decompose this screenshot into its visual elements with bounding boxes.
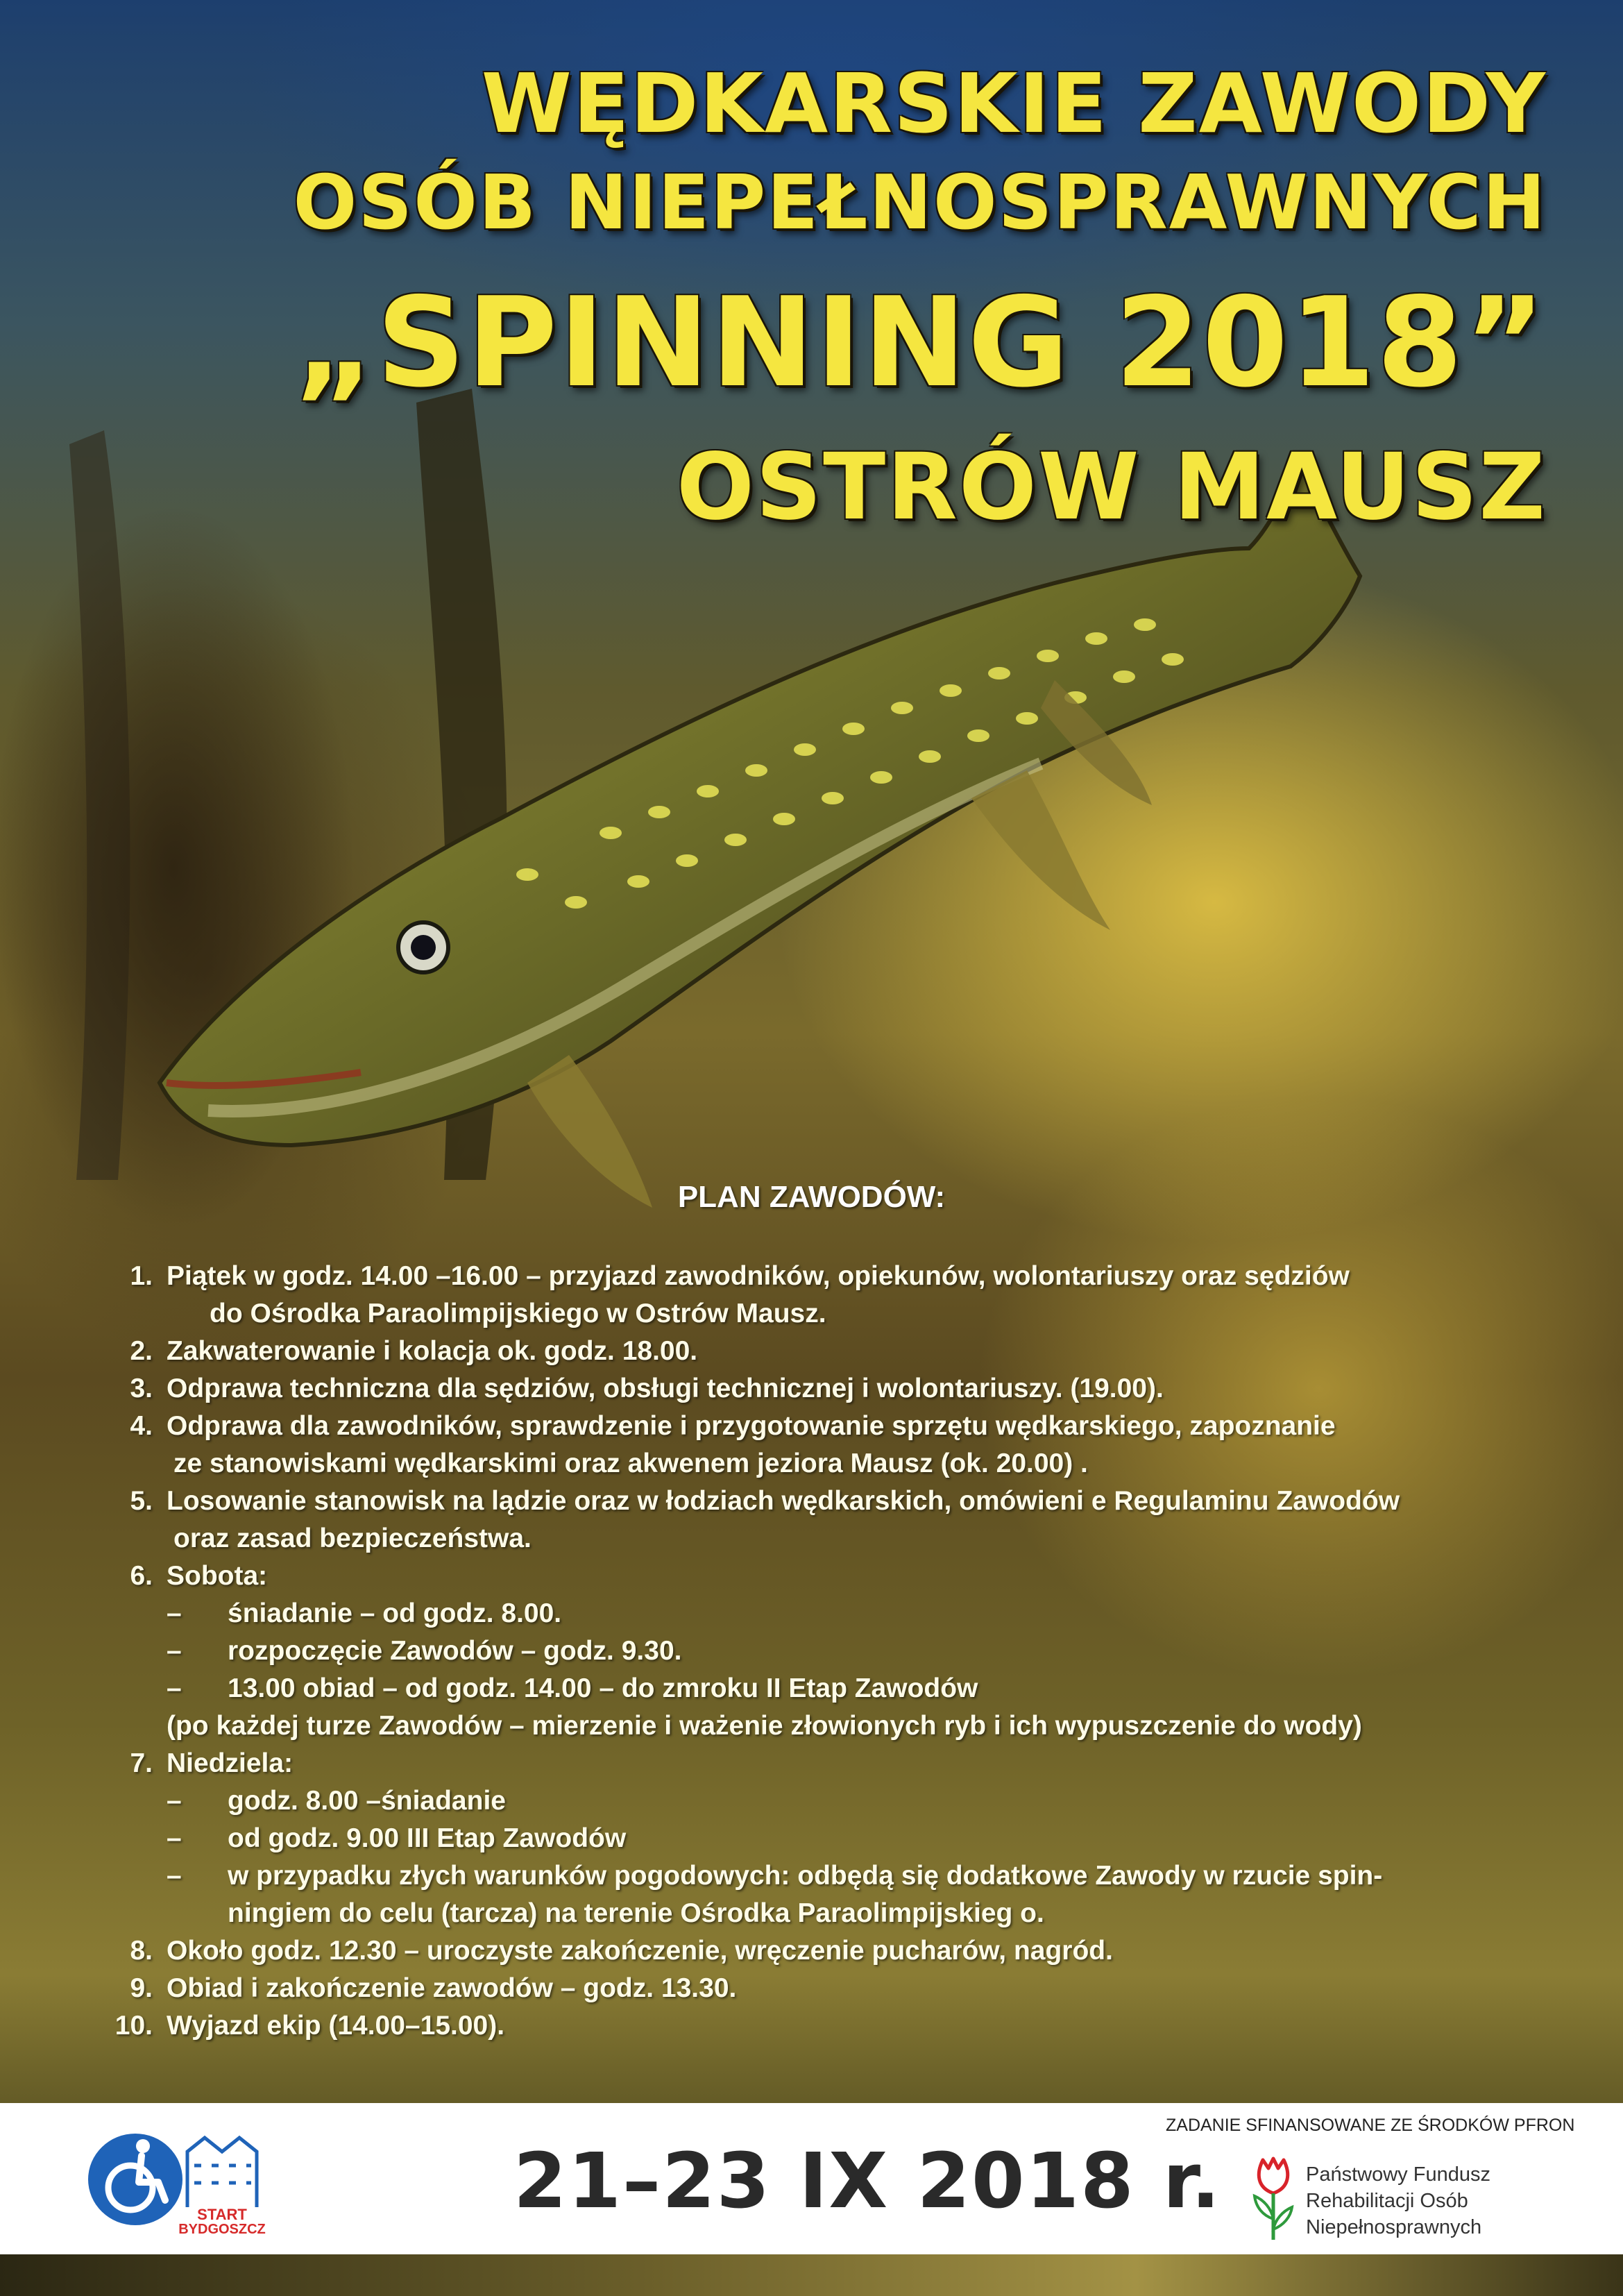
dash: –	[167, 1823, 182, 1853]
sunday-continuation: ningiem do celu (tarcza) na terenie Ośrodka Paraolimpijskieg o.	[228, 1898, 1044, 1928]
plan-item-number: 3.	[130, 1374, 153, 1403]
start-logo-line1: START	[197, 2206, 247, 2223]
plan-item	[97, 1408, 1554, 1483]
pfron-name-line: Rehabilitacji Osób	[1306, 2190, 1468, 2212]
title-line-3: „SPINNING 2018”	[294, 271, 1547, 414]
plan-item-number: 4.	[130, 1411, 153, 1441]
saturday-subitem-text: śniadanie – od godz. 8.00.	[228, 1598, 562, 1628]
plan-item-number: 6.	[130, 1561, 153, 1591]
plan-item	[97, 1483, 1554, 1558]
plan-item-text: Wyjazd ekip (14.00–15.00).	[167, 2011, 505, 2041]
plan-item-text: oraz zasad bezpieczeństwa.	[173, 1523, 532, 1553]
plan-item-number: 7.	[130, 1748, 153, 1778]
plan-item-text: Piątek w godz. 14.00 –16.00 – przyjazd zawodników, opiekunów, wolontariuszy oraz sędziów	[167, 1261, 1350, 1291]
plan-item	[97, 1558, 1554, 1745]
plan-item-text: Sobota:	[167, 1561, 268, 1591]
sunday-subitem-text: w przypadku złych warunków pogodowych: odbędą się dodatkowe Zawody w rzucie spin-	[228, 1861, 1383, 1891]
plan-item-text: Zakwaterowanie i kolacja ok. godz. 18.00.	[167, 1336, 698, 1366]
saturday-subitem	[167, 1595, 1554, 1632]
plan-item-number: 9.	[130, 1973, 153, 2003]
saturday-subitem	[167, 1632, 1554, 1670]
pfron-name-line: Państwowy Fundusz	[1306, 2163, 1490, 2186]
footer-bar	[0, 2103, 1623, 2254]
sunday-subitem	[167, 1857, 1554, 1895]
pfron-name	[1306, 2161, 1490, 2240]
tulip-icon	[1249, 2153, 1298, 2243]
plan-item-number: 10.	[114, 2011, 153, 2041]
plan-item-number: 8.	[130, 1936, 153, 1966]
plan-item	[97, 1745, 1554, 1932]
plan-item-text: Niedziela:	[167, 1748, 294, 1778]
saturday-subitem	[167, 1670, 1554, 1707]
plan-item	[97, 1932, 1554, 1970]
title-line-4: OSTRÓW MAUSZ	[676, 434, 1547, 541]
wheelchair-emblem-icon	[83, 2124, 271, 2235]
plan-item-number: 2.	[130, 1336, 153, 1366]
saturday-subitem-text: 13.00 obiad – od godz. 14.00 – do zmroku II Etap Zawodów	[228, 1673, 978, 1703]
plan-item	[97, 1370, 1554, 1408]
plan-item-text: do Ośrodka Paraolimpijskiego w Ostrów Mausz.	[210, 1299, 826, 1328]
sunday-subitem	[167, 1820, 1554, 1857]
sunday-subitem-text: od godz. 9.00 III Etap Zawodów	[228, 1823, 627, 1853]
plan-item-number: 1.	[130, 1261, 153, 1291]
dash: –	[167, 1861, 182, 1891]
plan-item-text: ze stanowiskami wędkarskimi oraz akwenem jeziora Mausz (ok. 20.00) .	[173, 1449, 1088, 1478]
sunday-subitem	[167, 1782, 1554, 1820]
plan-list	[97, 1258, 1554, 2045]
funding-note: ZADANIE SFINANSOWANE ZE ŚRODKÓW PFRON	[1166, 2116, 1575, 2135]
sunday-subitem-text: godz. 8.00 –śniadanie	[228, 1786, 506, 1816]
plan-item	[97, 1333, 1554, 1370]
start-logo-line2: BYDGOSZCZ	[178, 2222, 266, 2235]
title-line-2: OSÓB NIEPEŁNOSPRAWNYCH	[293, 160, 1547, 246]
plan-item-text: Około godz. 12.30 – uroczyste zakończenie, wręczenie pucharów, nagród.	[167, 1936, 1113, 1966]
dash: –	[167, 1786, 182, 1816]
event-date: 21–23 IX 2018 r.	[513, 2136, 1222, 2225]
plan-item	[97, 1258, 1554, 1333]
plan-item	[97, 2007, 1554, 2045]
saturday-subitem-text: rozpoczęcie Zawodów – godz. 9.30.	[228, 1636, 682, 1666]
plan-item-number: 5.	[130, 1486, 153, 1516]
plan-item-text: Obiad i zakończenie zawodów – godz. 13.30.	[167, 1973, 737, 2003]
dash: –	[167, 1598, 182, 1628]
plan-item-text: Odprawa dla zawodników, sprawdzenie i przygotowanie sprzętu wędkarskiego, zapoznanie	[167, 1411, 1336, 1441]
dash: –	[167, 1673, 182, 1703]
plan-heading: PLAN ZAWODÓW:	[677, 1180, 946, 1214]
pfron-name-line: Niepełnosprawnych	[1306, 2216, 1482, 2238]
dash: –	[167, 1636, 182, 1666]
plan-item-text: Odprawa techniczna dla sędziów, obsługi technicznej i wolontariuszy. (19.00).	[167, 1374, 1164, 1403]
bottom-strip	[0, 2254, 1623, 2296]
title-line-1: WĘDKARSKIE ZAWODY	[481, 56, 1547, 151]
plan-item	[97, 1970, 1554, 2007]
saturday-note: (po każdej turze Zawodów – mierzenie i ważenie złowionych ryb i ich wypuszczenie do wody)	[167, 1711, 1362, 1741]
plan-item-text: Losowanie stanowisk na lądzie oraz w łodziach wędkarskich, omówieni e Regulaminu Zawodów	[167, 1486, 1400, 1516]
